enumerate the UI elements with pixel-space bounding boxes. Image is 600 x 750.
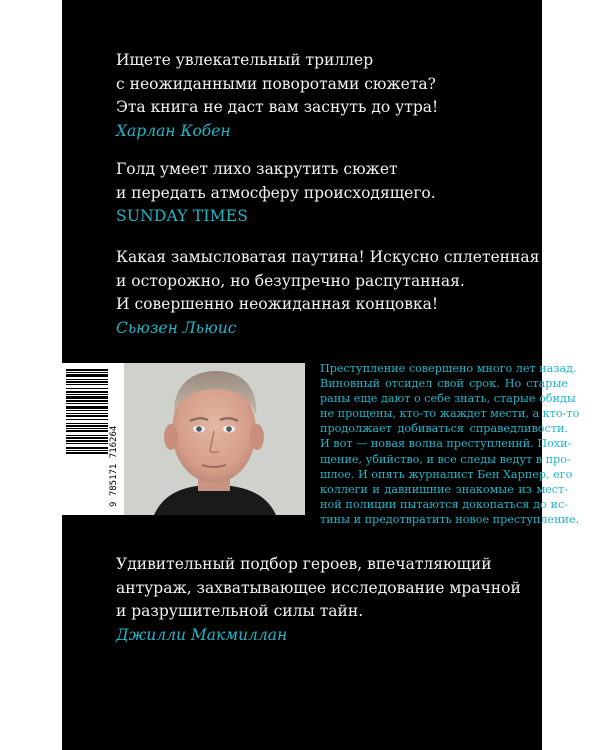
synopsis-line: коллеги и давнишние знакомые из мест- xyxy=(320,482,568,496)
synopsis-line: тины и предотвратить новое преступление. xyxy=(320,512,580,526)
barcode-bar xyxy=(66,428,108,429)
barcode-bar xyxy=(66,403,108,404)
barcode-bar xyxy=(66,443,108,444)
quote-line: И совершенно неожиданная концовка! xyxy=(116,295,439,313)
barcode-bar xyxy=(66,419,108,420)
synopsis-line: шлое. И опять журналист Бен Харпер, его xyxy=(320,467,573,481)
barcode-bar xyxy=(66,447,108,449)
barcode-bar xyxy=(66,400,108,402)
barcode-bar xyxy=(66,396,108,399)
book-back-cover xyxy=(62,0,580,750)
quote-gilly-macmillan xyxy=(116,553,521,647)
isbn-number: 9 785171 716264 xyxy=(109,425,119,507)
quote-line: и разрушительной силы тайн. xyxy=(116,602,364,620)
quote-author: Харлан Кобен xyxy=(116,121,231,140)
quote-line: антураж, захватывающее исследование мрачной xyxy=(116,578,521,597)
quote-sunday-times xyxy=(116,158,436,229)
quote-line: Какая замысловатая паутина! Искусно сплетенная xyxy=(116,248,540,266)
barcode-bar xyxy=(66,379,108,380)
synopsis-line: Преступление совершено много лет назад. xyxy=(320,362,577,375)
author-photo xyxy=(124,363,305,515)
barcode-bar xyxy=(66,388,108,389)
quote-line: и осторожно, но безупречно распутанная. xyxy=(116,271,465,290)
barcode-bar xyxy=(66,406,108,409)
quote-line: Удивительный подбор героев, впечатляющий xyxy=(116,555,492,573)
quote-harlan-coben xyxy=(116,49,438,143)
quote-author: Джилли Макмиллан xyxy=(116,625,288,644)
synopsis-line: Виновный отсидел свой срок. Но старые xyxy=(320,377,568,391)
barcode-bar xyxy=(66,435,108,436)
quote-susan-lewis xyxy=(116,246,539,340)
synopsis-line: ной полиции пытаются докопаться до ис- xyxy=(320,497,568,511)
isbn-barcode xyxy=(62,363,124,515)
barcode-bar xyxy=(66,450,108,451)
quote-line: Голд умеет лихо закрутить сюжет xyxy=(116,160,398,178)
barcode-graphic xyxy=(64,367,122,511)
barcode-bar xyxy=(66,437,108,439)
quote-line: Эта книга не даст вам заснуть до утра! xyxy=(116,98,439,116)
quote-author: SUNDAY TIMES xyxy=(116,207,249,225)
barcode-bar xyxy=(66,384,108,385)
barcode-bar xyxy=(66,452,108,454)
barcode-bar xyxy=(66,423,108,424)
synopsis-line: И вот — новая волна преступлений. Похи- xyxy=(320,437,572,451)
barcode-bar xyxy=(66,372,108,373)
quote-line: и передать атмосферу происходящего. xyxy=(116,183,436,202)
quote-line: Ищете увлекательный триллер xyxy=(116,51,374,69)
quote-author: Сьюзен Льюис xyxy=(116,318,237,337)
barcode-bar xyxy=(66,413,108,414)
barcode-bar xyxy=(66,369,108,371)
author-portrait-image xyxy=(124,363,305,515)
synopsis-line: щение, убийство, и все следы ведут в про- xyxy=(320,452,571,466)
barcode-bar xyxy=(66,425,108,427)
barcode-bar xyxy=(66,391,108,393)
synopsis-line: раны еще дают о себе знать, старые обиды xyxy=(320,392,576,406)
barcode-bar xyxy=(66,374,108,377)
barcode-bar xyxy=(66,430,108,432)
barcode-bar xyxy=(66,381,108,383)
synopsis-line: не прощены, кто-то жаждет мести, а кто-то xyxy=(320,407,580,421)
barcode-bar xyxy=(66,415,108,417)
quote-line: с неожиданными поворотами сюжета? xyxy=(116,74,436,93)
barcode-bar xyxy=(66,410,108,411)
synopsis-line: продолжает добиваться справедливости. xyxy=(320,422,568,436)
barcode-bar xyxy=(66,440,108,442)
book-synopsis xyxy=(320,361,580,527)
barcode-bar xyxy=(66,394,108,395)
